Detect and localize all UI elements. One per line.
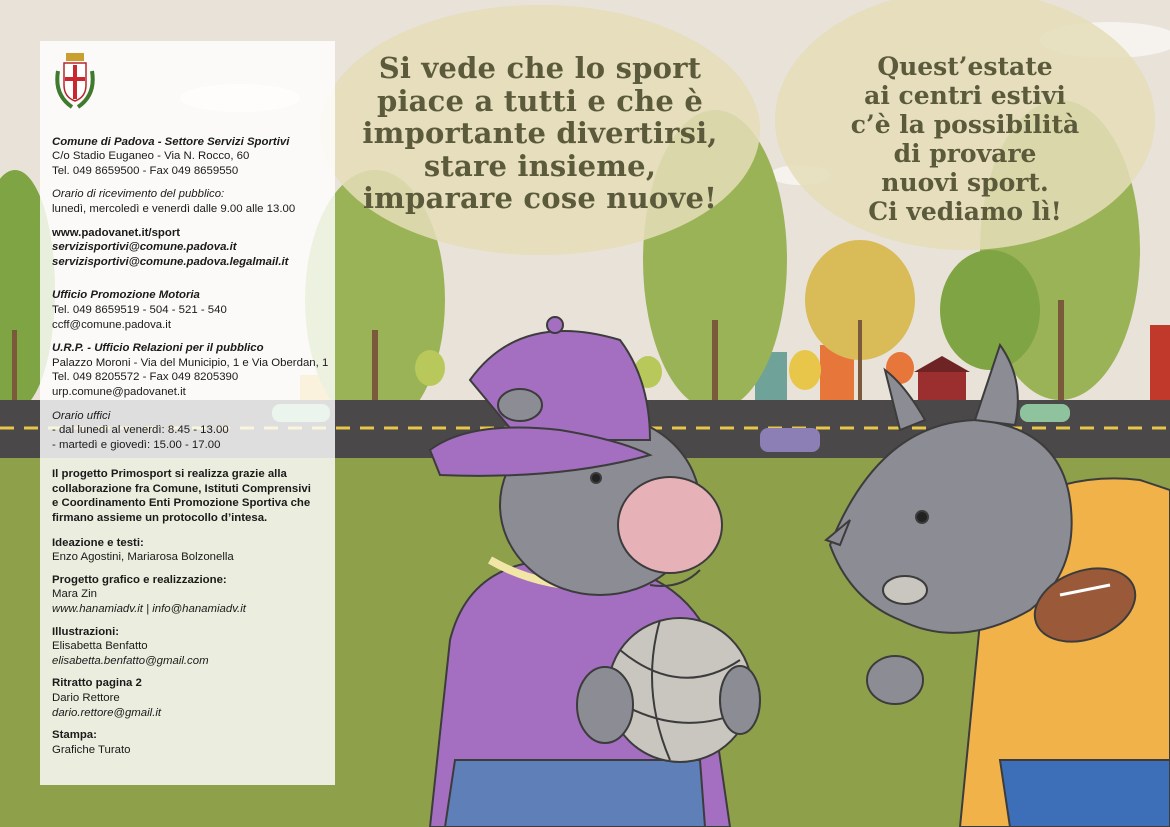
speech-line: stare insieme, — [423, 148, 657, 183]
credit-line: Enzo Agostini, Mariarosa Bolzonella — [52, 551, 234, 564]
credit-line: Mara Zin — [52, 588, 97, 601]
credit-line: Dario Rettore — [52, 692, 120, 704]
urp-hours-line: - martedì e giovedì: 15.00 - 17.00 — [52, 438, 221, 451]
office-line: Tel. 049 8659500 - Fax 049 8659550 — [52, 164, 239, 177]
speech-line: Quest’estate — [877, 52, 1053, 81]
credit-link[interactable]: www.hanamiadv.it | info@hanamiadv.it — [52, 603, 246, 616]
urp-line: Palazzo Moroni - Via del Municipio, 1 e Via Oberdan, 1 — [52, 356, 329, 369]
hours-title: Orario di ricevimento del pubblico: — [52, 188, 225, 201]
upm-email[interactable]: ccff@comune.padova.it — [52, 318, 171, 331]
credit-line: Grafiche Turato — [52, 743, 131, 756]
project-line: Il progetto Primosport si realizza grazie alla — [52, 468, 287, 481]
credit-link[interactable]: elisabetta.benfatto@gmail.com — [52, 654, 209, 667]
office-line: C/o Stadio Euganeo - Via N. Rocco, 60 — [52, 150, 250, 163]
speech-line: ai centri estivi — [864, 81, 1066, 110]
office-title: Comune di Padova - Settore Servizi Sportivi — [52, 135, 290, 148]
credit-title: Illustrazioni: — [52, 625, 120, 638]
credit-title: Stampa: — [52, 729, 97, 742]
speech-line: Si vede che lo sport — [378, 51, 702, 85]
speech-line: nuovi sport. — [881, 168, 1049, 197]
project-line: e Coordinamento Enti Promozione Sportiva che — [52, 497, 311, 510]
hours-line: lunedì, mercoledì e venerdì dalle 9.00 alle 13.00 — [52, 202, 296, 215]
padova-coat-of-arms-icon — [52, 51, 98, 113]
project-line: collaborazione fra Comune, Istituti Comprensivi — [52, 482, 311, 495]
urp-email[interactable]: urp.comune@padovanet.it — [52, 385, 186, 398]
credit-title: Progetto grafico e realizzazione: — [52, 573, 227, 586]
info-panel — [40, 41, 335, 785]
urp-hours-line: - dal lunedì al venerdì: 8.45 - 13.00 — [52, 424, 229, 437]
project-line: firmano assieme un protocollo d’intesa. — [52, 512, 268, 525]
pec-email-link[interactable]: servizisportivi@comune.padova.legalmail.it — [52, 255, 289, 268]
credit-link[interactable]: dario.rettore@gmail.it — [52, 706, 162, 719]
speech-line: piace a tutti e che è — [376, 83, 704, 118]
email-link[interactable]: servizisportivi@comune.padova.it — [52, 241, 237, 254]
speech-text-left — [345, 52, 735, 215]
speech-line: imparare cose nuove! — [362, 181, 718, 215]
speech-line: di provare — [893, 139, 1037, 168]
upm-title: Ufficio Promozione Motoria — [52, 289, 200, 302]
credit-title: Ritratto pagina 2 — [52, 677, 142, 690]
speech-line: importante divertirsi, — [362, 116, 718, 150]
speech-text-right — [835, 52, 1095, 226]
credit-line: Elisabetta Benfatto — [52, 640, 148, 653]
urp-hours-title: Orario uffici — [52, 409, 111, 422]
speech-line: Ci vediamo lì! — [868, 197, 1062, 226]
upm-line: Tel. 049 8659519 - 504 - 521 - 540 — [52, 303, 227, 316]
credit-title: Ideazione e testi: — [52, 536, 144, 549]
speech-line: c’è la possibilità — [850, 110, 1080, 139]
urp-title: U.R.P. - Ufficio Relazioni per il pubblico — [52, 342, 264, 355]
website-link[interactable]: www.padovanet.it/sport — [52, 226, 181, 239]
urp-line: Tel. 049 8205572 - Fax 049 8205390 — [52, 371, 239, 384]
